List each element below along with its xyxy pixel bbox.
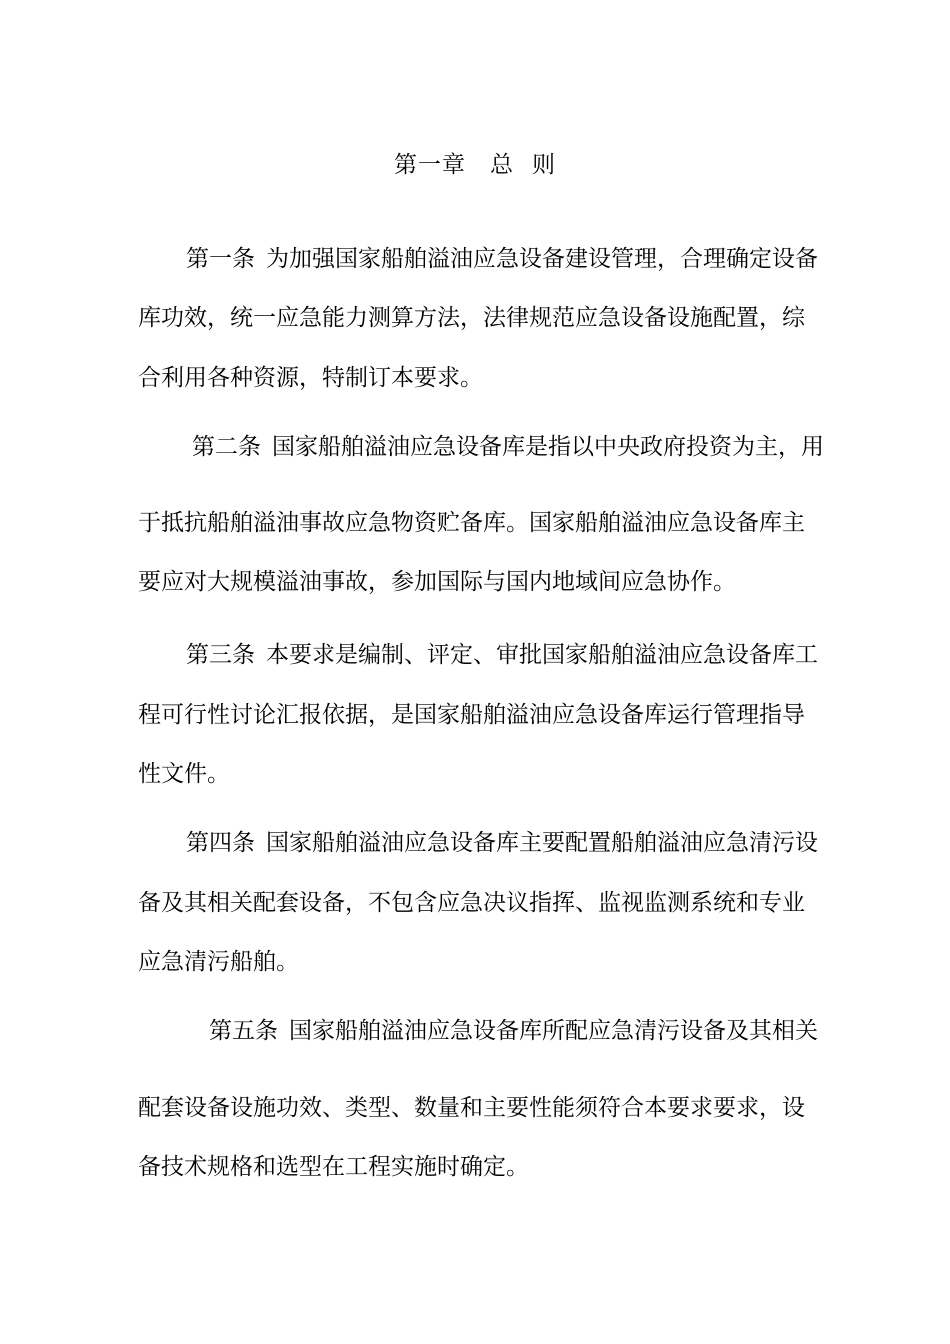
article-2-text-1: 国家船舶溢油应急设备库是指以中央政府投资为主，用 [272, 434, 824, 460]
article-4-line-3: 应急清污船舶。 [138, 949, 299, 975]
article-1-text-1: 为加强国家船舶溢油应急设备建设管理，合理确定设备 [266, 246, 818, 272]
article-1-line-1 [186, 242, 818, 276]
chapter-name-char-2: 则 [532, 152, 556, 178]
article-5-line-3: 备技术规格和选型在工程实施时确定。 [138, 1154, 529, 1180]
article-1-line-2: 库功效，统一应急能力测算方法，法律规范应急设备设施配置，综 [138, 305, 805, 331]
article-2-line-1 [192, 430, 824, 464]
article-2-line-2: 于抵抗船舶溢油事故应急物资贮备库。国家船舶溢油应急设备库主 [138, 510, 805, 536]
chapter-name-char-1: 总 [490, 152, 514, 178]
article-2-label: 第二条 [192, 434, 261, 460]
article-4-line-2: 备及其相关配套设备，不包含应急决议指挥、监视监测系统和专业 [138, 890, 805, 916]
chapter-number: 第一章 [394, 152, 466, 178]
article-5-line-2: 配套设备设施功效、类型、数量和主要性能须符合本要求要求，设 [138, 1095, 805, 1121]
article-1-line-3: 合利用各种资源，特制订本要求。 [138, 365, 483, 391]
article-4-label: 第四条 [186, 830, 255, 856]
article-3-line-2: 程可行性讨论汇报依据，是国家船舶溢油应急设备库运行管理指导 [138, 702, 805, 728]
article-3-text-1: 本要求是编制、评定、审批国家船舶溢油应急设备库工 [266, 642, 818, 668]
article-5-line-1 [209, 1014, 818, 1048]
article-4-text-1: 国家船舶溢油应急设备库主要配置船舶溢油应急清污设 [266, 830, 818, 856]
article-5-label: 第五条 [209, 1018, 278, 1044]
article-5-text-1: 国家船舶溢油应急设备库所配应急清污设备及其相关 [289, 1018, 818, 1044]
article-3-label: 第三条 [186, 642, 255, 668]
article-3-line-1 [186, 638, 818, 672]
article-4-line-1 [186, 826, 818, 860]
article-1-label: 第一条 [186, 246, 255, 272]
chapter-title [0, 148, 950, 182]
article-2-line-3: 要应对大规模溢油事故，参加国际与国内地域间应急协作。 [138, 569, 736, 595]
article-3-line-3: 性文件。 [138, 761, 230, 787]
